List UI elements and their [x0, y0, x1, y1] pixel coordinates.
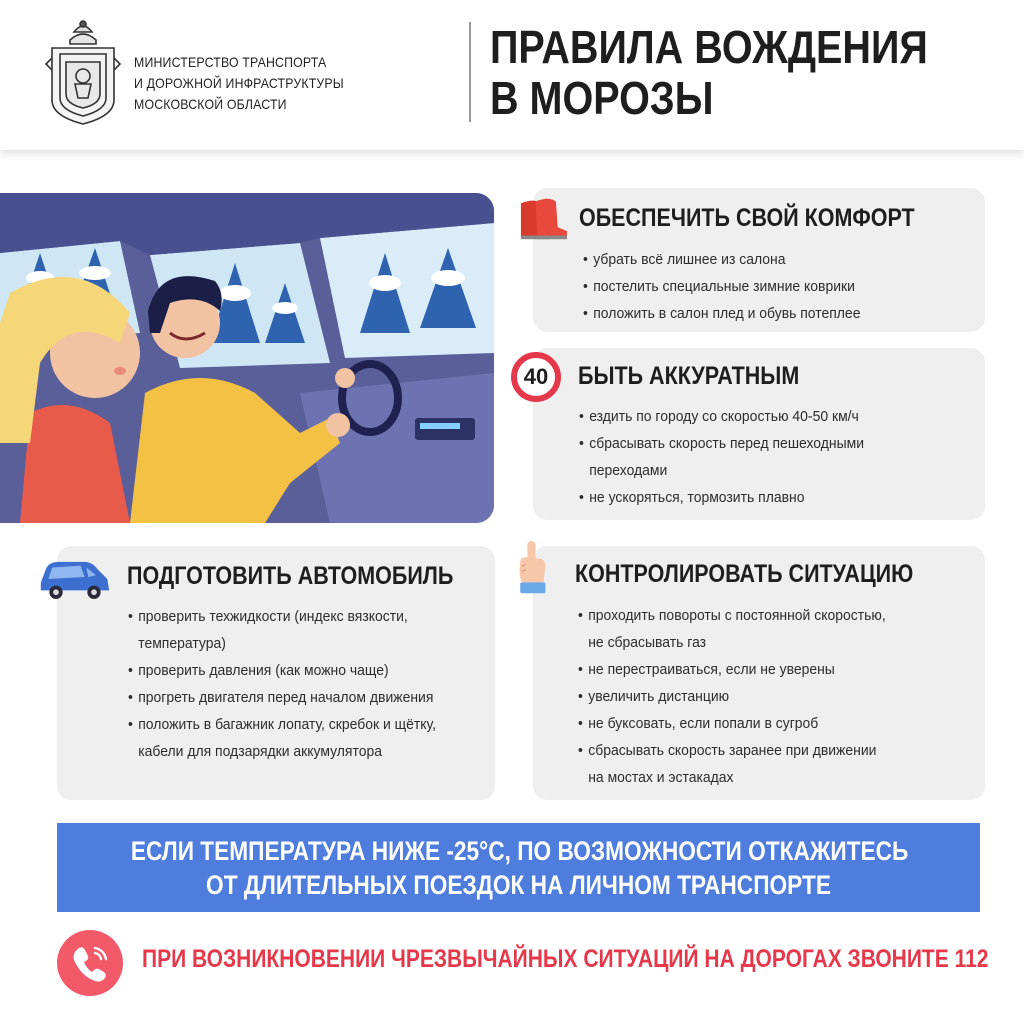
page-title	[490, 22, 937, 124]
list-item	[583, 273, 860, 300]
title-line: ПРАВИЛА ВОЖДЕНИЯ	[490, 21, 928, 73]
notice-line: ЕСЛИ ТЕМПЕРАТУРА НИЖЕ -25°С, ПО ВОЗМОЖНОСТИ ОТКАЖИТЕСЬ	[130, 836, 909, 866]
list-item-text: • проверить техжидкости (индекс вязкости,	[138, 608, 408, 625]
bullet-list	[578, 602, 886, 791]
card-control	[533, 546, 985, 800]
list-item	[578, 737, 886, 791]
boots-icon	[515, 196, 571, 242]
driving-illustration	[0, 193, 494, 523]
list-item-text: • положить в багажник лопату, скребок и щётку,	[138, 716, 436, 733]
ministry-name	[134, 52, 416, 115]
car-icon	[37, 554, 113, 602]
list-item	[578, 710, 886, 737]
notice-line: ОТ ДЛИТЕЛЬНЫХ ПОЕЗДОК НА ЛИЧНОМ ТРАНСПОРТЕ	[206, 870, 831, 900]
list-item-text: • постелить специальные зимние коврики	[593, 278, 855, 295]
coat-of-arms-icon	[44, 18, 122, 128]
list-item-text: • проверить давления (как можно чаще)	[138, 662, 389, 679]
list-item-text: • не ускоряться, тормозить плавно	[589, 489, 805, 506]
list-item-text: • убрать всё лишнее из салона	[593, 251, 786, 268]
list-item-text: • прогреть двигателя перед началом движения	[138, 689, 434, 706]
speed-limit-value: 40	[523, 364, 549, 389]
speed-limit-sign-icon	[511, 352, 561, 402]
bullet-list	[583, 246, 860, 327]
list-item-text: • положить в салон плед и обувь потеплее	[593, 305, 861, 322]
list-item-text: • сбрасывать скорость заранее при движении	[588, 742, 877, 759]
card-title: КОНТРОЛИРОВАТЬ СИТУАЦИЮ	[575, 560, 914, 588]
emergency-text: ПРИ ВОЗНИКНОВЕНИИ ЧРЕЗВЫЧАЙНЫХ СИТУАЦИЙ НА ДОРОГАХ ЗВОНИТЕ 112	[142, 945, 989, 973]
card-title: ОБЕСПЕЧИТЬ СВОЙ КОМФОРТ	[579, 204, 915, 232]
pointing-finger-icon	[513, 538, 549, 598]
list-item	[579, 403, 864, 430]
list-item	[578, 656, 886, 683]
list-item-text: не сбрасывать газ	[588, 634, 707, 651]
bullet-list	[579, 403, 864, 511]
list-item	[128, 603, 436, 657]
ministry-line: МИНИСТЕРСТВО ТРАНСПОРТА	[134, 54, 327, 70]
list-item-text: • не перестраиваться, если не уверены	[588, 661, 835, 678]
list-item-text: • не буксовать, если попали в сугроб	[588, 715, 819, 732]
card-careful	[523, 348, 985, 520]
title-line: В МОРОЗЫ	[490, 72, 714, 124]
list-item-text: • ездить по городу со скоростью 40-50 км/ч	[589, 408, 859, 425]
list-item-text: переходами	[589, 462, 668, 479]
list-item	[128, 711, 436, 765]
list-item	[128, 657, 436, 684]
temperature-notice	[57, 823, 980, 912]
card-prepare	[57, 546, 495, 800]
phone-icon	[57, 930, 123, 996]
list-item	[128, 684, 436, 711]
header-divider	[469, 22, 471, 122]
card-title: БЫТЬ АККУРАТНЫМ	[578, 362, 800, 390]
list-item	[583, 300, 860, 327]
header	[0, 0, 1024, 150]
list-item-text: • сбрасывать скорость перед пешеходными	[589, 435, 864, 452]
list-item-text: кабели для подзарядки аккумулятора	[138, 743, 382, 760]
card-title: ПОДГОТОВИТЬ АВТОМОБИЛЬ	[127, 562, 454, 590]
ministry-line: И ДОРОЖНОЙ ИНФРАСТРУКТУРЫ	[134, 75, 344, 91]
list-item-text: температура)	[138, 635, 226, 652]
list-item	[578, 602, 886, 656]
list-item-text: на мостах и эстакадах	[588, 769, 734, 786]
bullet-list	[128, 603, 436, 765]
list-item	[583, 246, 860, 273]
list-item	[578, 683, 886, 710]
list-item	[579, 430, 864, 484]
list-item	[579, 484, 864, 511]
list-item-text: • проходить повороты с постоянной скоростью,	[588, 607, 886, 624]
card-comfort	[533, 188, 985, 332]
ministry-line: МОСКОВСКОЙ ОБЛАСТИ	[134, 96, 287, 112]
list-item-text: • увеличить дистанцию	[588, 688, 730, 705]
